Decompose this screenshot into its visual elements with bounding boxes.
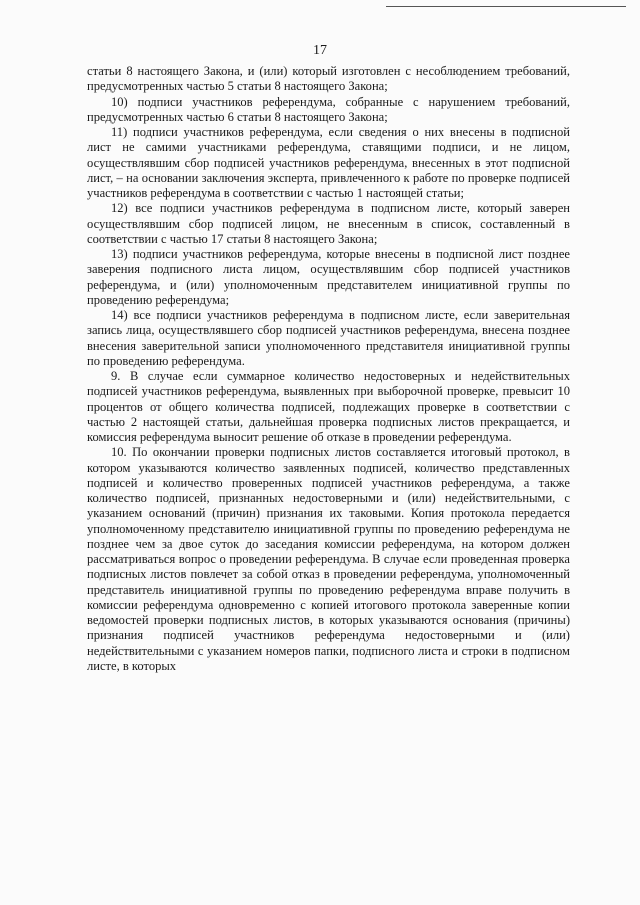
paragraph-item-13: 13) подписи участников референдума, которые внесены в подписной лист позднее заверения подписного листа лицом, осуществлявшим сбор подписей участников референдума, и (или) уполномоченным представителем инициативной группы по проведению референдума; xyxy=(87,247,570,307)
paragraph-item-10: 10) подписи участников референдума, собранные с нарушением требований, предусмотренных частью 6 статьи 8 настоящего Закона; xyxy=(87,94,570,124)
page-number: 17 xyxy=(313,43,327,58)
top-rule xyxy=(386,6,626,7)
paragraph-item-14: 14) все подписи участников референдума в подписном листе, если заверительная запись лица, осуществлявшего сбор подписей участников референдума, внесена позднее внесения заверительной записи уполномоченного представителя инициативной группы по проведению референдума. xyxy=(87,308,570,368)
paragraph-item-12: 12) все подписи участников референдума в подписном листе, который заверен осуществлявшим сбор подписей лицом, не внесенным в список, составленный в соответствии с частью 17 статьи 8 настоящего Закона; xyxy=(87,201,570,246)
document-body xyxy=(87,64,570,674)
paragraph-item-11: 11) подписи участников референдума, если сведения о них внесены в подписной лист не самими участниками референдума, ставящими подписи, и не лицом, осуществлявшим сбор подписей участников референдума, внесенных в этот подписной лист, – на основании заключения эксперта, привлеченного к работе по проверке подписей участников референдума в соответствии с частью 1 настоящей статьи; xyxy=(87,125,570,200)
paragraph-section-10: 10. По окончании проверки подписных листов составляется итоговый протокол, в котором указываются количество заявленных подписей, количество представленных подписей и количество проверенных подписей участников референдума, а также количество подписей, признанных недостоверными и (или) недействительными, с указанием оснований (причин) признания их таковыми. Копия протокола передается уполномоченному представителю инициативной группы по проведению референдума не позднее чем за двое суток до заседания комиссии референдума, на котором должен рассматриваться вопрос о проведении референдума. В случае если проведенная проверка подписных листов повлечет за собой отказ в проведении референдума, уполномоченный представитель инициативной группы по проведению референдума вправе получить в комиссии референдума одновременно с копией итогового протокола заверенные копии ведомостей проверки подписных листов, в которых указываются основания (причины) признания подписей участников референдума недостоверными и (или) недействительными с указанием номеров папки, подписного листа и строки в подписном листе, в которых xyxy=(87,445,570,673)
paragraph-continuation: статьи 8 настоящего Закона, и (или) который изготовлен с несоблюдением требований, предусмотренных частью 5 статьи 8 настоящего Закона; xyxy=(87,64,570,94)
paragraph-section-9: 9. В случае если суммарное количество недостоверных и недействительных подписей участников референдума, выявленных при выборочной проверке, превысит 10 процентов от общего количества подписей, подлежащих проверке в соответствии с частью 2 настоящей статьи, дальнейшая проверка подписных листов прекращается, и комиссия референдума выносит решение об отказе в проведении референдума. xyxy=(87,369,570,444)
